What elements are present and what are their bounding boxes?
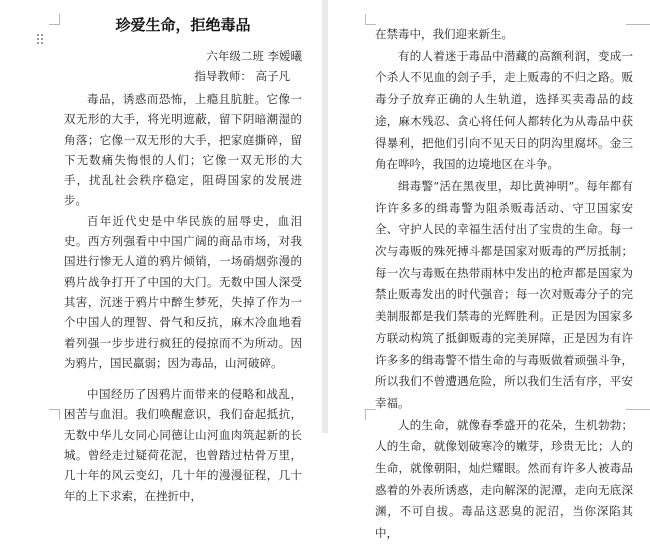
paragraph: 毒品，诱惑而恐怖，上瘾且肮脏。它像一双无形的大手，将光明遮蔽，留下阴暗潮湿的角落；它像一双无形的大手，把家庭撕碎，留下无数痛失悔恨的人们；它像一双无形的大手，扰乱社会秩序稳定，阻碍国家的发展进步。 [64, 92, 302, 208]
paragraph: 缉毒警“活在黑夜里，却比黄神明”。每年都有许许多多的缉毒警为阻杀贩毒活动、守卫国家安全、守护人民的幸福生活付出了宝贵的生命。每一次与毒贩的殊死搏斗都是国家对贩毒的严厉抵制；每一次与毒贩在热带雨林中发出的枪声都是国家为禁止贩毒发出的时代强音；每一次对贩毒分子的完美制服都是我们禁毒的光辉胜利。正是因为国家多方联动构筑了抵御贩毒的完美屏障，正是因为有许许多多的缉毒警不惜生命的与毒贩做着顽强斗争，所以我们不曾遭遇危险，所以我们生活有序，平安幸福。 [375, 178, 633, 410]
advisor-line: 指导教师： 高子凡 [194, 69, 290, 83]
right-page [328, 0, 650, 541]
paragraph: 中国经历了因鸦片而带来的侵略和战乱，困苦与血泪。我们唤醒意识，我们奋起抵抗，无数中华儿女同心同德让山河血肉筑起新的长城。曾经走过疑荷花泥，也曾踏过枯骨万里，几十年的风云变幻，几十年的漫漫征程，几十年的上下求索，在挫折中， [64, 387, 302, 503]
author-line: 六年级二班 李嫒曦 [206, 49, 302, 63]
document-title: 珍爱生命，拒绝毒品 [115, 16, 251, 34]
table-move-handle-icon[interactable] [37, 34, 44, 46]
right-page-text[interactable] [375, 24, 633, 545]
paragraph: 人的生命，就像春季盛开的花朵，生机勃勃；人的生命，就像划破寒冷的嫩芽，珍贵无比；人的生命，就像朝阳，灿烂耀眼。然而有许多人被毒品惑着的外表所诱惑，走向解深的泥潭，走向无底深渊，不可自拔。毒品这恶臭的泥沼，当你深陷其中， [375, 417, 633, 541]
margin-corner-mark [49, 14, 60, 25]
left-page [0, 0, 322, 503]
paragraph: 百年近代史是中华民族的屈辱史，血泪史。西方列强看中中国广阔的商品市场，对我国进行惨无人道的鸦片倾销，一场硝烟弥漫的鸦片战争打开了中国的大门。无数中国人深受其害，沉迷于鸦片中醉生梦死，失掉了作为一个中国人的理智、骨气和反抗，麻木冷血地看着列强一步步进行疯狂的侵掠而不为所动。因为鸦片，国民羸弱；因为毒品，山河破碎。 [64, 213, 302, 370]
left-page-text[interactable] [64, 0, 302, 506]
paragraph: 在禁毒中，我们迎来新生。 [375, 27, 513, 41]
paragraph: 有的人着迷于毒品中潜藏的高额利润，变成一个杀人不见血的刽子手，走上贩毒的不归之路。贩毒分子放弃正确的人生轨道，选择买卖毒品的歧途，麻木残忍、贪心将任何人都转化为从毒品中获得暴利，把他们引向不见天日的阴沟里腐坏。金三角在哗吟，我国的边境地区在斗争。 [375, 48, 633, 172]
margin-corner-mark [49, 409, 60, 420]
